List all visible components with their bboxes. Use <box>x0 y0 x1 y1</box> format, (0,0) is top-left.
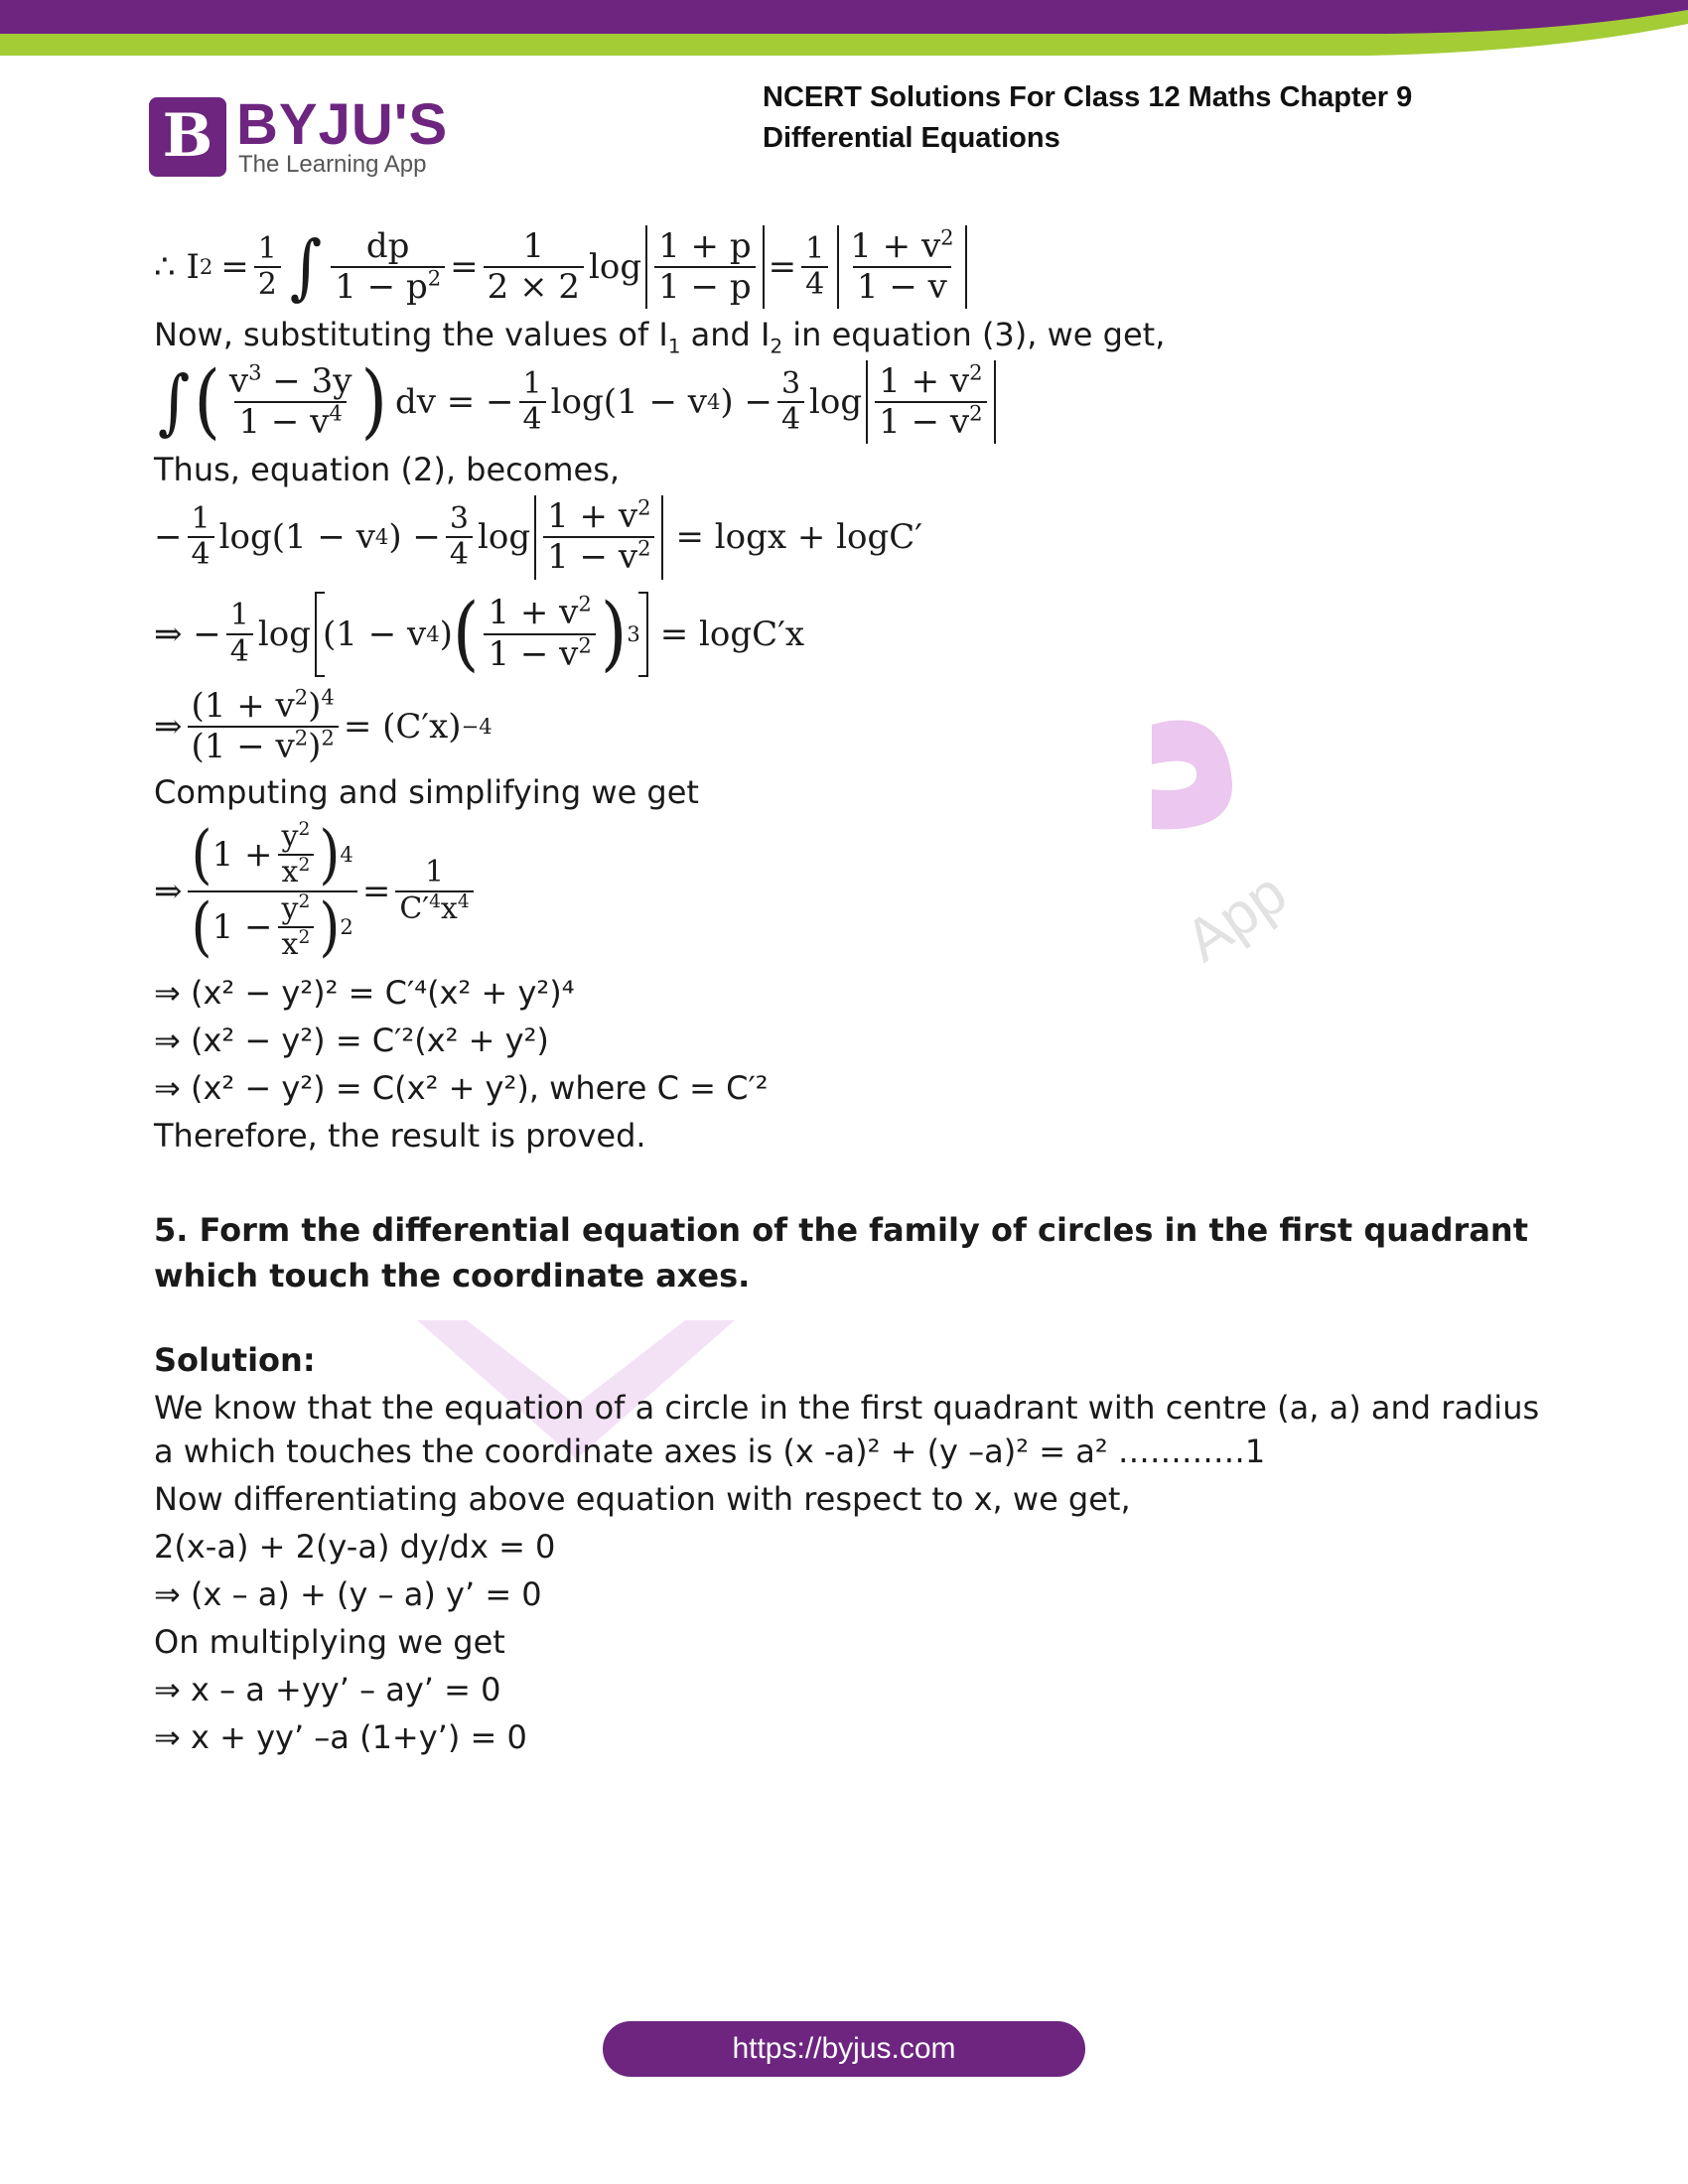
document-title <box>763 77 1517 159</box>
question-5: 5. Form the differential equation of the family of circles in the first quadrant which touch the coordinate axes. <box>154 1210 1528 1295</box>
result-line-3: ⇒ (x² − y²) = C(x² + y²), where C = C′² <box>154 1068 769 1107</box>
equation-log-sum: − $\frac{1}{4}$ log(1 − v 4 ) − $\frac{3}{4}$ log $\frac{1 + v^2}{1 - v^2}$ = logx + logC′ <box>154 495 1544 579</box>
brand-tagline: The Learning App <box>238 151 427 178</box>
text-substituting: Now, substituting the values of $I_1$ and $I_2$ in equation (3), we get, <box>154 316 1166 358</box>
solution-line: ⇒ x – a +yy’ – ay’ = 0 <box>154 1670 501 1708</box>
result-line-2: ⇒ (x² − y²) = C′²(x² + y²) <box>154 1021 549 1059</box>
document-title-line1: NCERT Solutions For Class 12 Maths Chapter 9 <box>763 81 1413 113</box>
svg-text:App: App <box>1173 859 1299 975</box>
solution-line: 2(x-a) + 2(y-a) dy/dx = 0 <box>154 1527 556 1566</box>
equation-power-ratio: ⇒ $\frac{(1 + v^2)^4}{(1 - v^2)^2}$ = (C′x) −4 <box>154 684 492 766</box>
solution-line: We know that the equation of a circle in the first quadrant with centre (a, a) and radius a which touches the coordinate axes is (x -a)² + (y –a)² = a² …………1 <box>154 1388 1540 1470</box>
equation-integral: ∫ ( $\frac{v^3 - 3y}{1 - v^4}$ ) dv = − $\frac{1}{4}$ log(1 − v 4 ) − $\frac{3}{4}$ log $\frac{1 + v^2}{1 - v^2}$ <box>154 360 1544 444</box>
solution-line: On multiplying we get <box>154 1622 505 1661</box>
logo-letter: B <box>162 101 213 171</box>
solution-line: Now differentiating above equation with respect to x, we get, <box>154 1479 1131 1518</box>
brand-name: BYJU'S <box>236 92 449 157</box>
text-computing: Computing and simplifying we get <box>154 772 699 811</box>
result-line-4: Therefore, the result is proved. <box>154 1116 646 1155</box>
solution-line: ⇒ (x – a) + (y – a) y’ = 0 <box>154 1574 542 1613</box>
page-content <box>154 223 1544 1763</box>
equation-log-bracket: ⇒ − $\frac{1}{4}$ log (1 − v 4 ) ( $\frac{1 + v^2}{1 - v^2}$ ) 3 = logC′x <box>154 586 805 681</box>
text-thus: Thus, equation (2), becomes, <box>154 451 621 489</box>
header-color-band <box>0 0 1688 62</box>
footer-url-link[interactable]: https://byjus.com <box>603 2021 1085 2077</box>
document-title-line2: Differential Equations <box>763 122 1060 154</box>
solution-line: ⇒ x + yy’ –a (1+y’) = 0 <box>154 1717 527 1756</box>
equation-xy-ratio: ⇒ ( 1 + $\frac{y^2}{x^2}$ ) 4 ( 1 − $\frac{y^2}{x^2}$ ) 2 = $\frac{1}{C'^4x^4}$ <box>154 820 1544 963</box>
result-line-1: ⇒ (x² − y²)² = C′⁴(x² + y²)⁴ <box>154 973 575 1012</box>
equation-i2: ∴ I 2 = $\frac{1}{2}$ ∫ $\frac{dp}{1 - p^2}$ = $\frac{1}{2 \times 2}$ log $\frac{1 + p}{1 - p}$ = $\frac{1}{4}$ $\frac{1 + v^2}{1 - v}$ <box>154 225 1544 309</box>
solution-label: Solution: <box>154 1340 316 1379</box>
brand-logo <box>149 92 449 179</box>
